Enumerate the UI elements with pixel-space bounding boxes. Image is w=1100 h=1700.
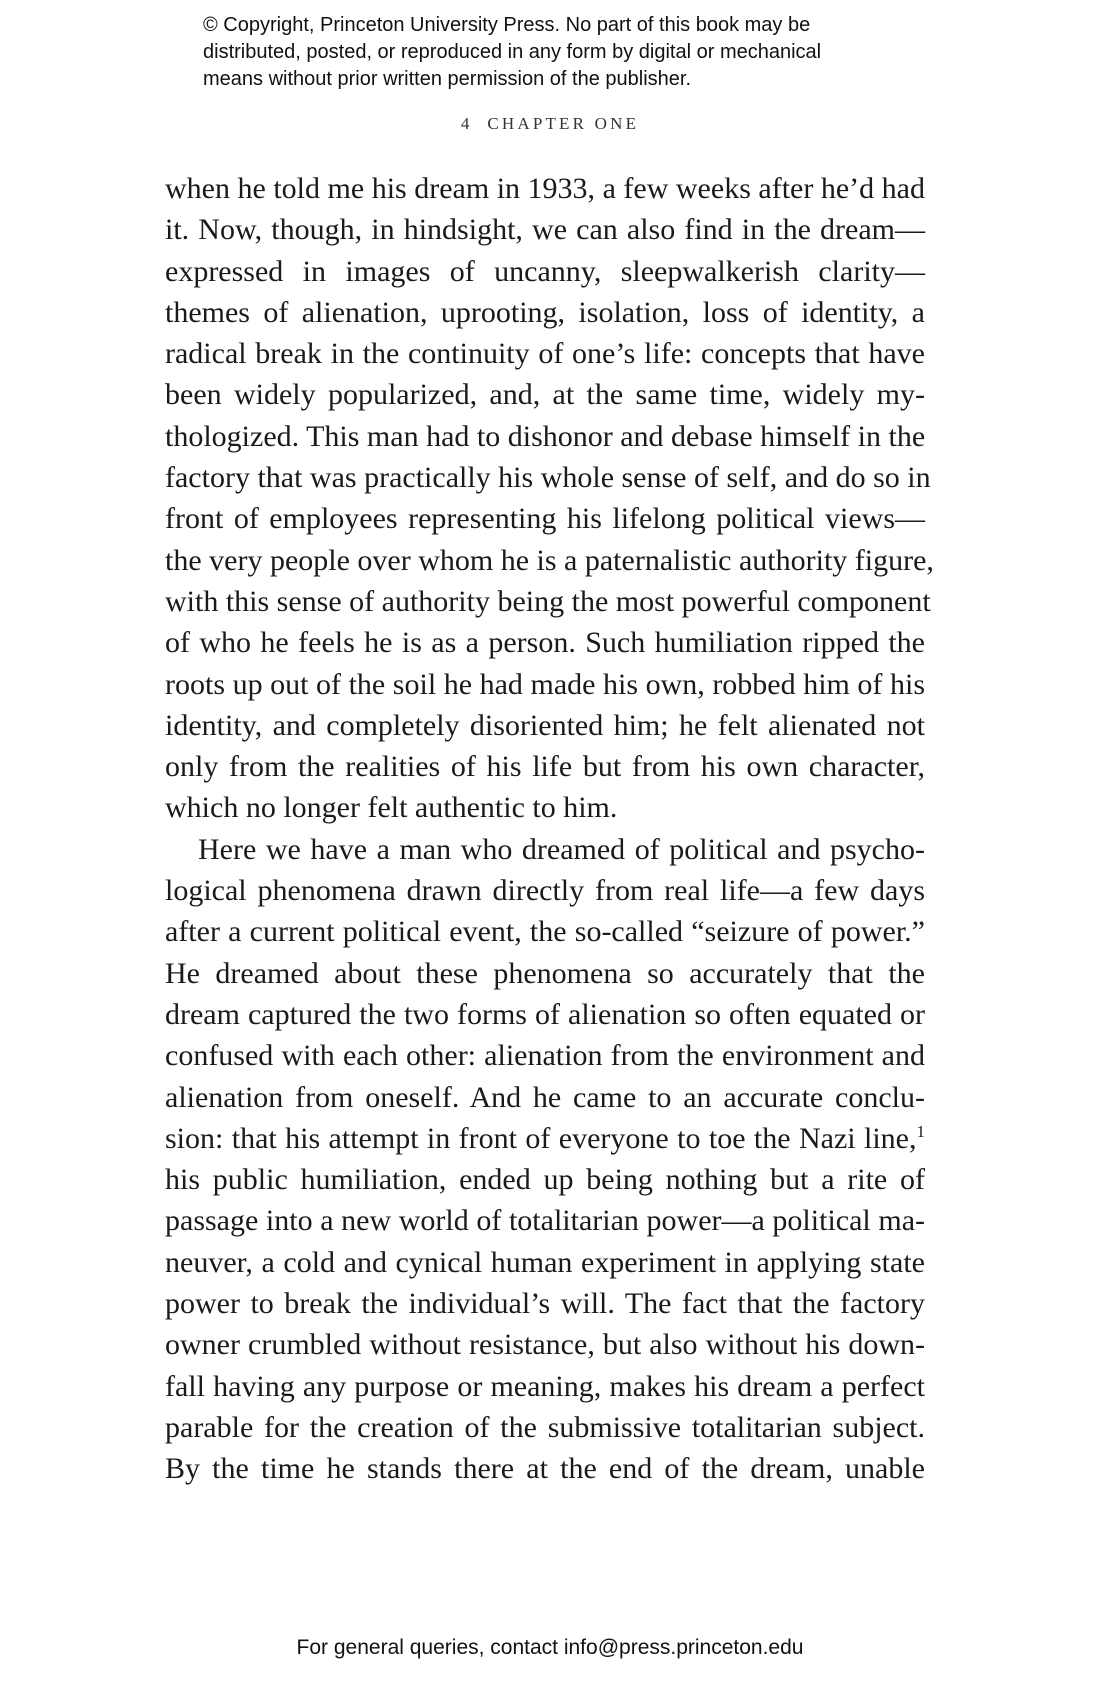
text-line: owner crumbled without resistance, but also without his down- [165,1328,925,1362]
text-line: only from the realities of his life but from his own character, [165,750,925,784]
copyright-line: means without prior written permission of the publisher. [203,68,692,90]
page-number: 4 [460,114,470,133]
text-line: expressed in images of uncanny, sleepwalkerish clarity— [165,254,925,288]
copyright-line: © Copyright, Princeton University Press. No part of this book may be [203,14,811,36]
text-line: alienation from oneself. And he came to an accurate conclu- [165,1080,925,1114]
text-line: factory that was practically his whole sense of self, and do so in [165,461,931,495]
text-line: front of employees representing his lifelong political views— [165,502,925,536]
text-line: dream captured the two forms of alienation so often equated or [165,997,925,1031]
text-line: By the time he stands there at the end of the dream, unable [165,1452,925,1486]
body-text [165,168,934,1490]
text-line: the very people over whom he is a paternalistic authority figure, [165,543,934,577]
text-line: identity, and completely disoriented him; he felt alienated not [165,708,925,742]
text-line: with this sense of authority being the most powerful component [165,584,931,618]
text-line-segment: sion: that his attempt in front of everyone to toe the Nazi line, [165,1121,917,1155]
text-line: when he told me his dream in 1933, a few weeks after he’d had [165,172,925,205]
text-line: passage into a new world of totalitarian power—a political ma- [165,1204,925,1238]
footer-contact: For general queries, contact info@press.princeton.edu [296,1636,804,1659]
text-line: thologized. This man had to dishonor and debase himself in the [165,419,926,453]
copyright-line: distributed, posted, or reproduced in any form by digital or mechanical [203,41,822,63]
text-line: been widely popularized, and, at the same time, widely my- [165,378,925,412]
text-line: neuver, a cold and cynical human experiment in applying state [165,1245,925,1279]
text-line: which no longer felt authentic to him. [165,791,618,825]
text-line: power to break the individual’s will. The fact that the factory [165,1287,925,1321]
text-line: He dreamed about these phenomena so accurately that the [165,956,925,990]
text-line-with-note [165,1118,925,1159]
text-line: roots up out of the soil he had made his own, robbed him of his [165,667,925,701]
text-line: confused with each other: alienation from the environment and [165,1039,925,1073]
footnote-marker[interactable]: 1 [916,1121,925,1141]
text-line: radical break in the continuity of one’s life: concepts that have [165,337,925,371]
text-line: fall having any purpose or meaning, makes his dream a perfect [165,1369,925,1403]
text-line: parable for the creation of the submissive totalitarian subject. [165,1410,925,1444]
copyright-notice [203,12,923,93]
text-line: themes of alienation, uprooting, isolation, loss of identity, a [165,295,925,329]
text-line: it. Now, though, in hindsight, we can also find in the dream— [165,213,925,247]
text-line: his public humiliation, ended up being nothing but a rite of [165,1163,925,1197]
chapter-title: CHAPTER ONE [487,114,640,133]
text-line: logical phenomena drawn directly from real life—a few days [165,874,925,908]
running-head [0,114,1100,134]
text-line: after a current political event, the so-called “seizure of power.” [165,915,925,949]
text-line: of who he feels he is as a person. Such humiliation ripped the [165,626,925,660]
text-line: Here we have a man who dreamed of political and psycho- [198,832,925,866]
